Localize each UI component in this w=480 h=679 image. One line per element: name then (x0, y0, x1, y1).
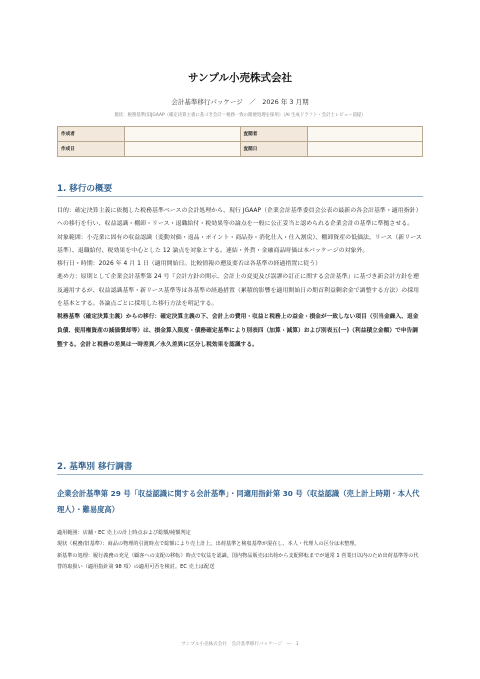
approval-table (57, 126, 423, 157)
author-label: 作成者 (58, 127, 125, 142)
approval-row (58, 127, 423, 142)
page-footer: サンプル小売株式会社 会計基準移行パッケージ — 1 (181, 642, 299, 647)
section-1-rule (57, 196, 423, 197)
section-1-heading: 1. 移行の概要 (57, 184, 113, 194)
new-treatment-paragraph: 新基準の処理：履行義務の充足（顧客への支配の移転）時点で収益を認識。国内物品販売は出荷から支配移転までが通常 1 営業日以内のため出荷基準等の代替的取扱い（適用指針第 98 項）の適用可否を検討。EC 売上は配送 (57, 552, 419, 570)
current-treatment-paragraph: 現状（税務/旧基準）：商品の物理的引渡時点で総額により売上計上。出荷基準と検収基準が混在し、本人・代理人の区分は未整理。 (57, 541, 360, 548)
scope-paragraph: 対象範囲：小売業に固有の収益認識（変動対価・返品・ポイント・商品券・消化仕入・仕入割戻）、棚卸資産の低価法、リース（新リース基準）、退職給付、税効果を中心とした 12 論点を対象とする。連結・外貨・金融商品時価は本パッケージの対象外。 (57, 234, 422, 254)
application-range-paragraph: 適用範囲：店舗・EC 売上の計上時点および総額/純額判定 (57, 530, 191, 536)
company-name: サンプル小売株式会社 (187, 72, 293, 84)
approver-label: 査閲者 (240, 127, 307, 142)
standard-29-body (57, 528, 423, 573)
reviewed-date-value[interactable] (307, 142, 423, 157)
purpose-paragraph: 目的：確定決算主義に依拠した税務基準ベースの会計処理から、現行 JGAAP（企業会計基準委員会公表の最新の各会計基準・適用指針）への移行を行い、収益認識・棚卸・リース・退職給付・税効果等の論点を一般に公正妥当と認められる企業会計の基準に準拠させる。 (57, 208, 422, 228)
tax-transition-paragraph: 税務基準（確定決算主義）からの移行：確定決算主義の下、会計上の費用・収益と税務上の益金・損金が一致しない項目（引当金繰入、返金負債、使用権資産の減価償却等）は、損金算入限度・債務確定基準により別表四（加算・減算）および別表五(一)（利益積立金額）で申告調整する。会計と税務の差異は一時差異／永久差異に区分し税効果を認識する。 (57, 314, 419, 348)
document-subtitle: 会計基準移行パッケージ ／ 2026 年 3 月期 (171, 98, 309, 106)
section-2-rule (57, 474, 423, 475)
reviewed-date-label: 査閲日 (240, 142, 307, 157)
date-row (58, 142, 423, 157)
timing-paragraph: 移行日・時期：2026 年 4 月 1 日（適用開始日。比較情報の遡及要否は各基準の経過措置に従う） (57, 261, 322, 268)
approver-value[interactable] (307, 127, 423, 142)
document-note: 現状：税務基準(旧JGAAP（確定決算主義に基づき会計＝税務一致の簡便処理を採用）（AI 生成ドラフト・会計士レビュー前提） (114, 113, 366, 118)
created-date-label: 作成日 (58, 142, 125, 157)
standard-29-heading: 企業会計基準第 29 号「収益認識に関する会計基準」・同適用指針第 30 号（収益認識（売上計上時期・本人代理人）・難易度高） (57, 489, 420, 514)
author-value[interactable] (125, 127, 241, 142)
created-date-value[interactable] (125, 142, 241, 157)
section-2-heading: 2. 基準別 移行調書 (57, 462, 133, 472)
method-paragraph: 進め方：原則として企業会計基準第 24 号『会計方針の開示、会計上の変更及び誤謬の訂正に関する会計基準』に基づき新会計方針を遡及適用するが、収益認識基準・新リース基準等は各基準の経過措置（累積的影響を適用開始日の期首利益剰余金で調整する方法）の採用を基本とする。各論点ごとに採用した移行方法を明記する。 (57, 274, 420, 308)
section-1-body (57, 205, 423, 352)
